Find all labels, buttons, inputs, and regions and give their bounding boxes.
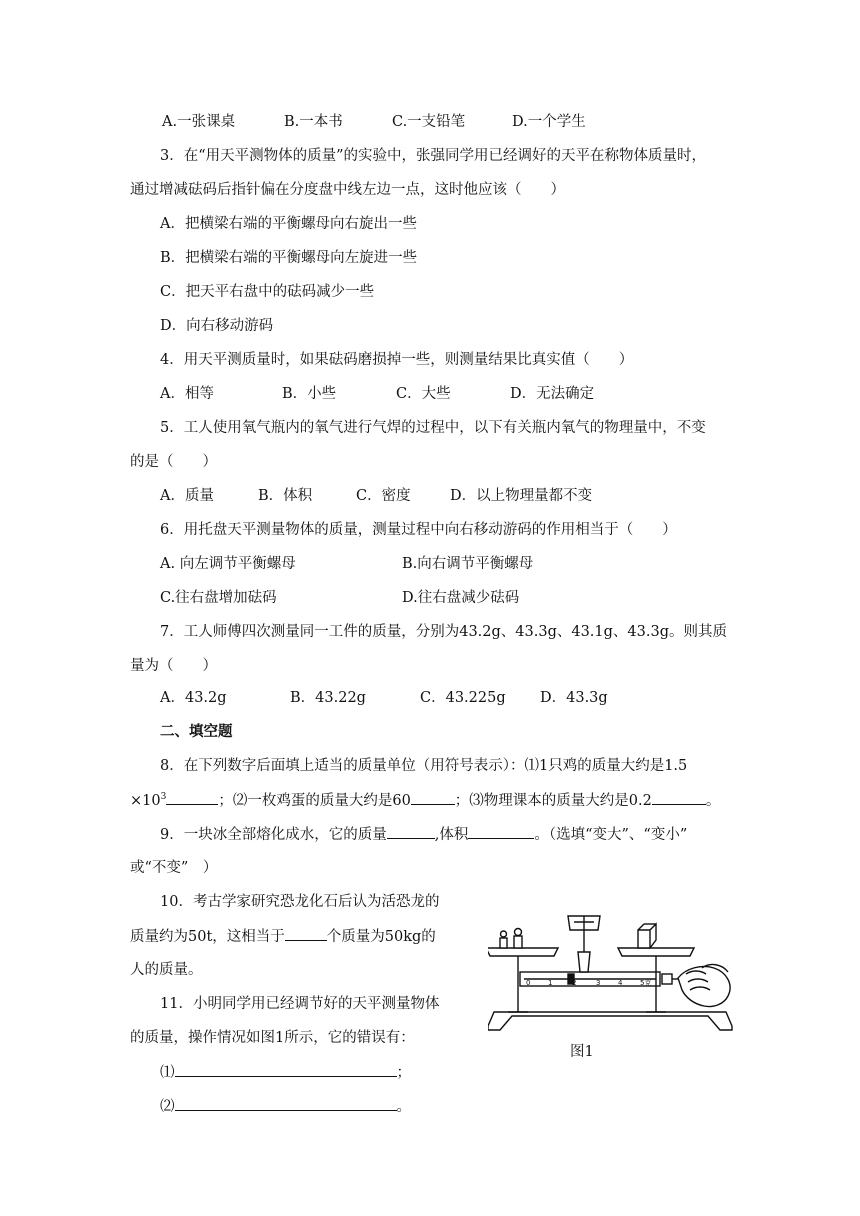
- q6-option-a: A. 向左调节平衡螺母: [160, 556, 296, 572]
- q5-option-c: C．密度: [356, 488, 411, 504]
- q11-blank-2[interactable]: [175, 1096, 397, 1111]
- q4-option-d: D．无法确定: [510, 386, 595, 402]
- q10-stem-line2: [130, 926, 436, 947]
- q11-item-1: [160, 1062, 411, 1083]
- q5-option-d: D．以上物理量都不变: [450, 488, 593, 504]
- scale-label-1: 1: [548, 979, 553, 987]
- q5-option-b: B．体积: [258, 488, 313, 504]
- q9-text-c: 。（选填“变大”、“变小”: [534, 827, 688, 843]
- q11-item-1-label: ⑴: [160, 1065, 175, 1081]
- q11-blank-1[interactable]: [175, 1062, 397, 1077]
- right-pan: [618, 948, 694, 956]
- q4-option-a: A．相等: [160, 386, 214, 402]
- q8-stem-line1: 8．在下列数字后面填上适当的质量单位（用符号表示）：⑴1只鸡的质量大约是1.5: [160, 758, 688, 774]
- q11-item-2-end: 。: [396, 1099, 411, 1115]
- weight-small-1: [500, 938, 507, 948]
- q10-text-a: 质量约为50t，这相当于: [130, 929, 285, 945]
- q10-blank[interactable]: [285, 926, 327, 941]
- q7-option-b: B．43.22g: [290, 690, 366, 706]
- q8-blank-1[interactable]: [166, 790, 218, 805]
- q10-text-b: 个质量为50kg的: [326, 929, 436, 945]
- q9-blank-volume[interactable]: [468, 824, 534, 839]
- q8-blank-2[interactable]: [411, 790, 455, 805]
- q11-item-2-label: ⑵: [160, 1099, 175, 1115]
- q6-option-d: D.往右盘减少砝码: [402, 590, 520, 606]
- q3-option-b: B．把横梁右端的平衡螺母向左旋进一些: [160, 250, 418, 266]
- q6-option-c: C.往右盘增加砝码: [160, 590, 277, 606]
- q8-exponent: 3: [160, 792, 167, 803]
- balance-figure: [488, 912, 736, 1062]
- q11-item-1-end: ；: [396, 1065, 411, 1081]
- scale-label-4: 4: [618, 979, 623, 987]
- pointer-column: [578, 952, 590, 972]
- q2-option-c: C.一支铅笔: [392, 114, 466, 130]
- q3-option-d: D．向右移动游码: [160, 318, 274, 334]
- q6-option-b: B.向右调节平衡螺母: [402, 556, 534, 572]
- q3-option-c: C．把天平右盘中的砝码减少一些: [160, 284, 375, 300]
- q9-stem-line1: [160, 824, 687, 845]
- q7-stem-line2: 量为（ ）: [130, 658, 217, 674]
- q3-option-a: A．把横梁右端的平衡螺母向右旋出一些: [160, 216, 417, 232]
- figure-caption: 图1: [570, 1044, 594, 1060]
- q10-stem-line1: 10．考古学家研究恐龙化石后认为活恐龙的: [160, 894, 440, 910]
- q7-option-c: C．43.225g: [420, 690, 506, 706]
- q4-option-b: B．小些: [282, 386, 337, 402]
- balance-base: [488, 1012, 732, 1030]
- q6-stem: 6．用托盘天平测量物体的质量，测量过程中向右移动游码的作用相当于（ ）: [160, 522, 677, 538]
- q3-stem-line2: 通过增减砝码后指针偏在分度盘中线左边一点，这时他应该（ ）: [130, 182, 565, 198]
- q11-stem-line2: 的质量，操作情况如图1所示，它的错误有：: [130, 1030, 415, 1046]
- q7-option-a: A．43.2g: [160, 690, 227, 706]
- q8-stem-line2: [130, 790, 720, 811]
- scale-label-0: 0: [526, 979, 531, 987]
- q4-stem: 4．用天平测质量时，如果砝码磨损掉一些，则测量结果比真实值（ ）: [160, 352, 634, 368]
- q7-stem-line1: 7．工人师傅四次测量同一工件的质量，分别为43.2g、43.3g、43.1g、43.3g。则其质: [160, 624, 727, 640]
- scale-label-3: 3: [596, 979, 601, 987]
- q2-option-d: D.一个学生: [512, 114, 586, 130]
- q9-blank-mass[interactable]: [387, 824, 435, 839]
- q2-option-b: B.一本书: [284, 114, 343, 130]
- scale-label-5: 5克: [640, 979, 652, 987]
- q8-text-c: ；⑶物理课本的质量大约是0.2: [454, 793, 652, 809]
- left-pan: [488, 948, 558, 956]
- q11-stem-line1: 11．小明同学用已经调节好的天平测量物体: [160, 996, 440, 1012]
- q9-text-a: 9．一块冰全部熔化成水，它的质量: [160, 827, 387, 843]
- q10-stem-line3: 人的质量。: [130, 962, 203, 978]
- q5-stem-line1: 5．工人使用氧气瓶内的氧气进行气焊的过程中，以下有关瓶内氧气的物理量中，不变: [160, 420, 706, 436]
- balance-nut: [662, 974, 672, 984]
- q9-text-b: ,体积: [434, 827, 469, 843]
- scale-label-2: 2: [572, 979, 577, 987]
- q11-item-2: [160, 1096, 411, 1117]
- section-title-fill-in: 二、填空题: [160, 724, 233, 740]
- q3-stem-line1: 3．在“用天平测物体的质量”的实验中，张强同学用已经调好的天平在称物体质量时，: [160, 148, 707, 164]
- weight-small-2: [514, 936, 522, 948]
- q9-stem-line2: 或“不变” ）: [130, 860, 218, 876]
- q8-text-b: ；⑵一枚鸡蛋的质量大约是60: [218, 793, 411, 809]
- q2-option-a: A.一张课桌: [162, 114, 236, 130]
- q8-text-end: 。: [705, 793, 721, 809]
- q5-stem-line2: 的是（ ）: [130, 454, 217, 470]
- q8-text-a: ×10: [130, 793, 161, 809]
- q8-blank-3[interactable]: [652, 790, 706, 805]
- q7-option-d: D．43.3g: [540, 690, 608, 706]
- q4-option-c: C．大些: [396, 386, 451, 402]
- q5-option-a: A．质量: [160, 488, 214, 504]
